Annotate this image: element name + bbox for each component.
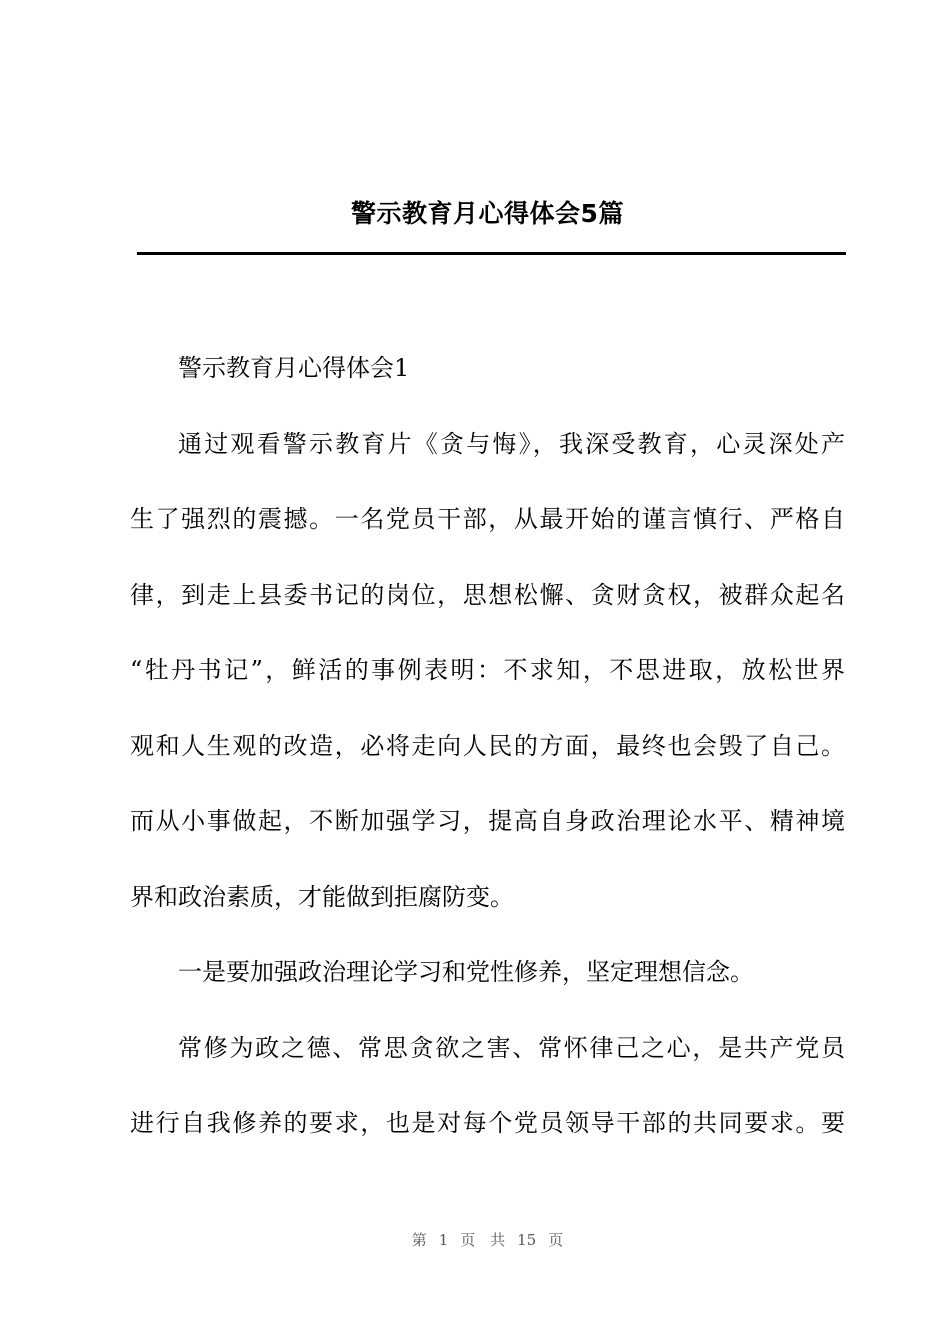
- document-body: [130, 348, 845, 1179]
- text-line: 生了强烈的震撼。一名党员干部，从最开始的谨言慎行、严格自: [130, 505, 845, 533]
- footer-middle: 页 共: [460, 1231, 506, 1249]
- text-line: 进行自我修养的要求，也是对每个党员领导干部的共同要求。要: [130, 1109, 845, 1137]
- footer-prefix: 第: [411, 1231, 427, 1249]
- text-line: 律，到走上县委书记的岗位，思想松懈、贪财贪权，被群众起名: [130, 580, 845, 609]
- text-line: “牡丹书记”，鲜活的事例表明：不求知，不思进取，放松世界: [130, 656, 845, 684]
- text-line: 观和人生观的改造，必将走向人民的方面，最终也会毁了自己。: [130, 731, 845, 760]
- footer-total-pages: 15: [517, 1231, 537, 1249]
- text-line: 警示教育月心得体会1: [178, 354, 410, 382]
- text-line: 通过观看警示教育片《贪与悔》，我深受教育，心灵深处产: [178, 429, 845, 458]
- text-line: 常修为政之德、常思贪欲之害、常怀律己之心，是共产党员: [178, 1033, 845, 1062]
- title-underline: [137, 252, 846, 255]
- footer-current-page: 1: [438, 1231, 449, 1249]
- page-number-footer: [0, 1229, 950, 1250]
- document-title: 警示教育月心得体会5篇: [351, 199, 624, 228]
- text-line: 界和政治素质，才能做到拒腐防变。: [130, 882, 514, 911]
- text-line: 而从小事做起，不断加强学习，提高自身政治理论水平、精神境: [130, 807, 845, 835]
- footer-suffix: 页: [548, 1231, 564, 1249]
- text-line: 一是要加强政治理论学习和党性修养，坚定理想信念。: [178, 958, 754, 986]
